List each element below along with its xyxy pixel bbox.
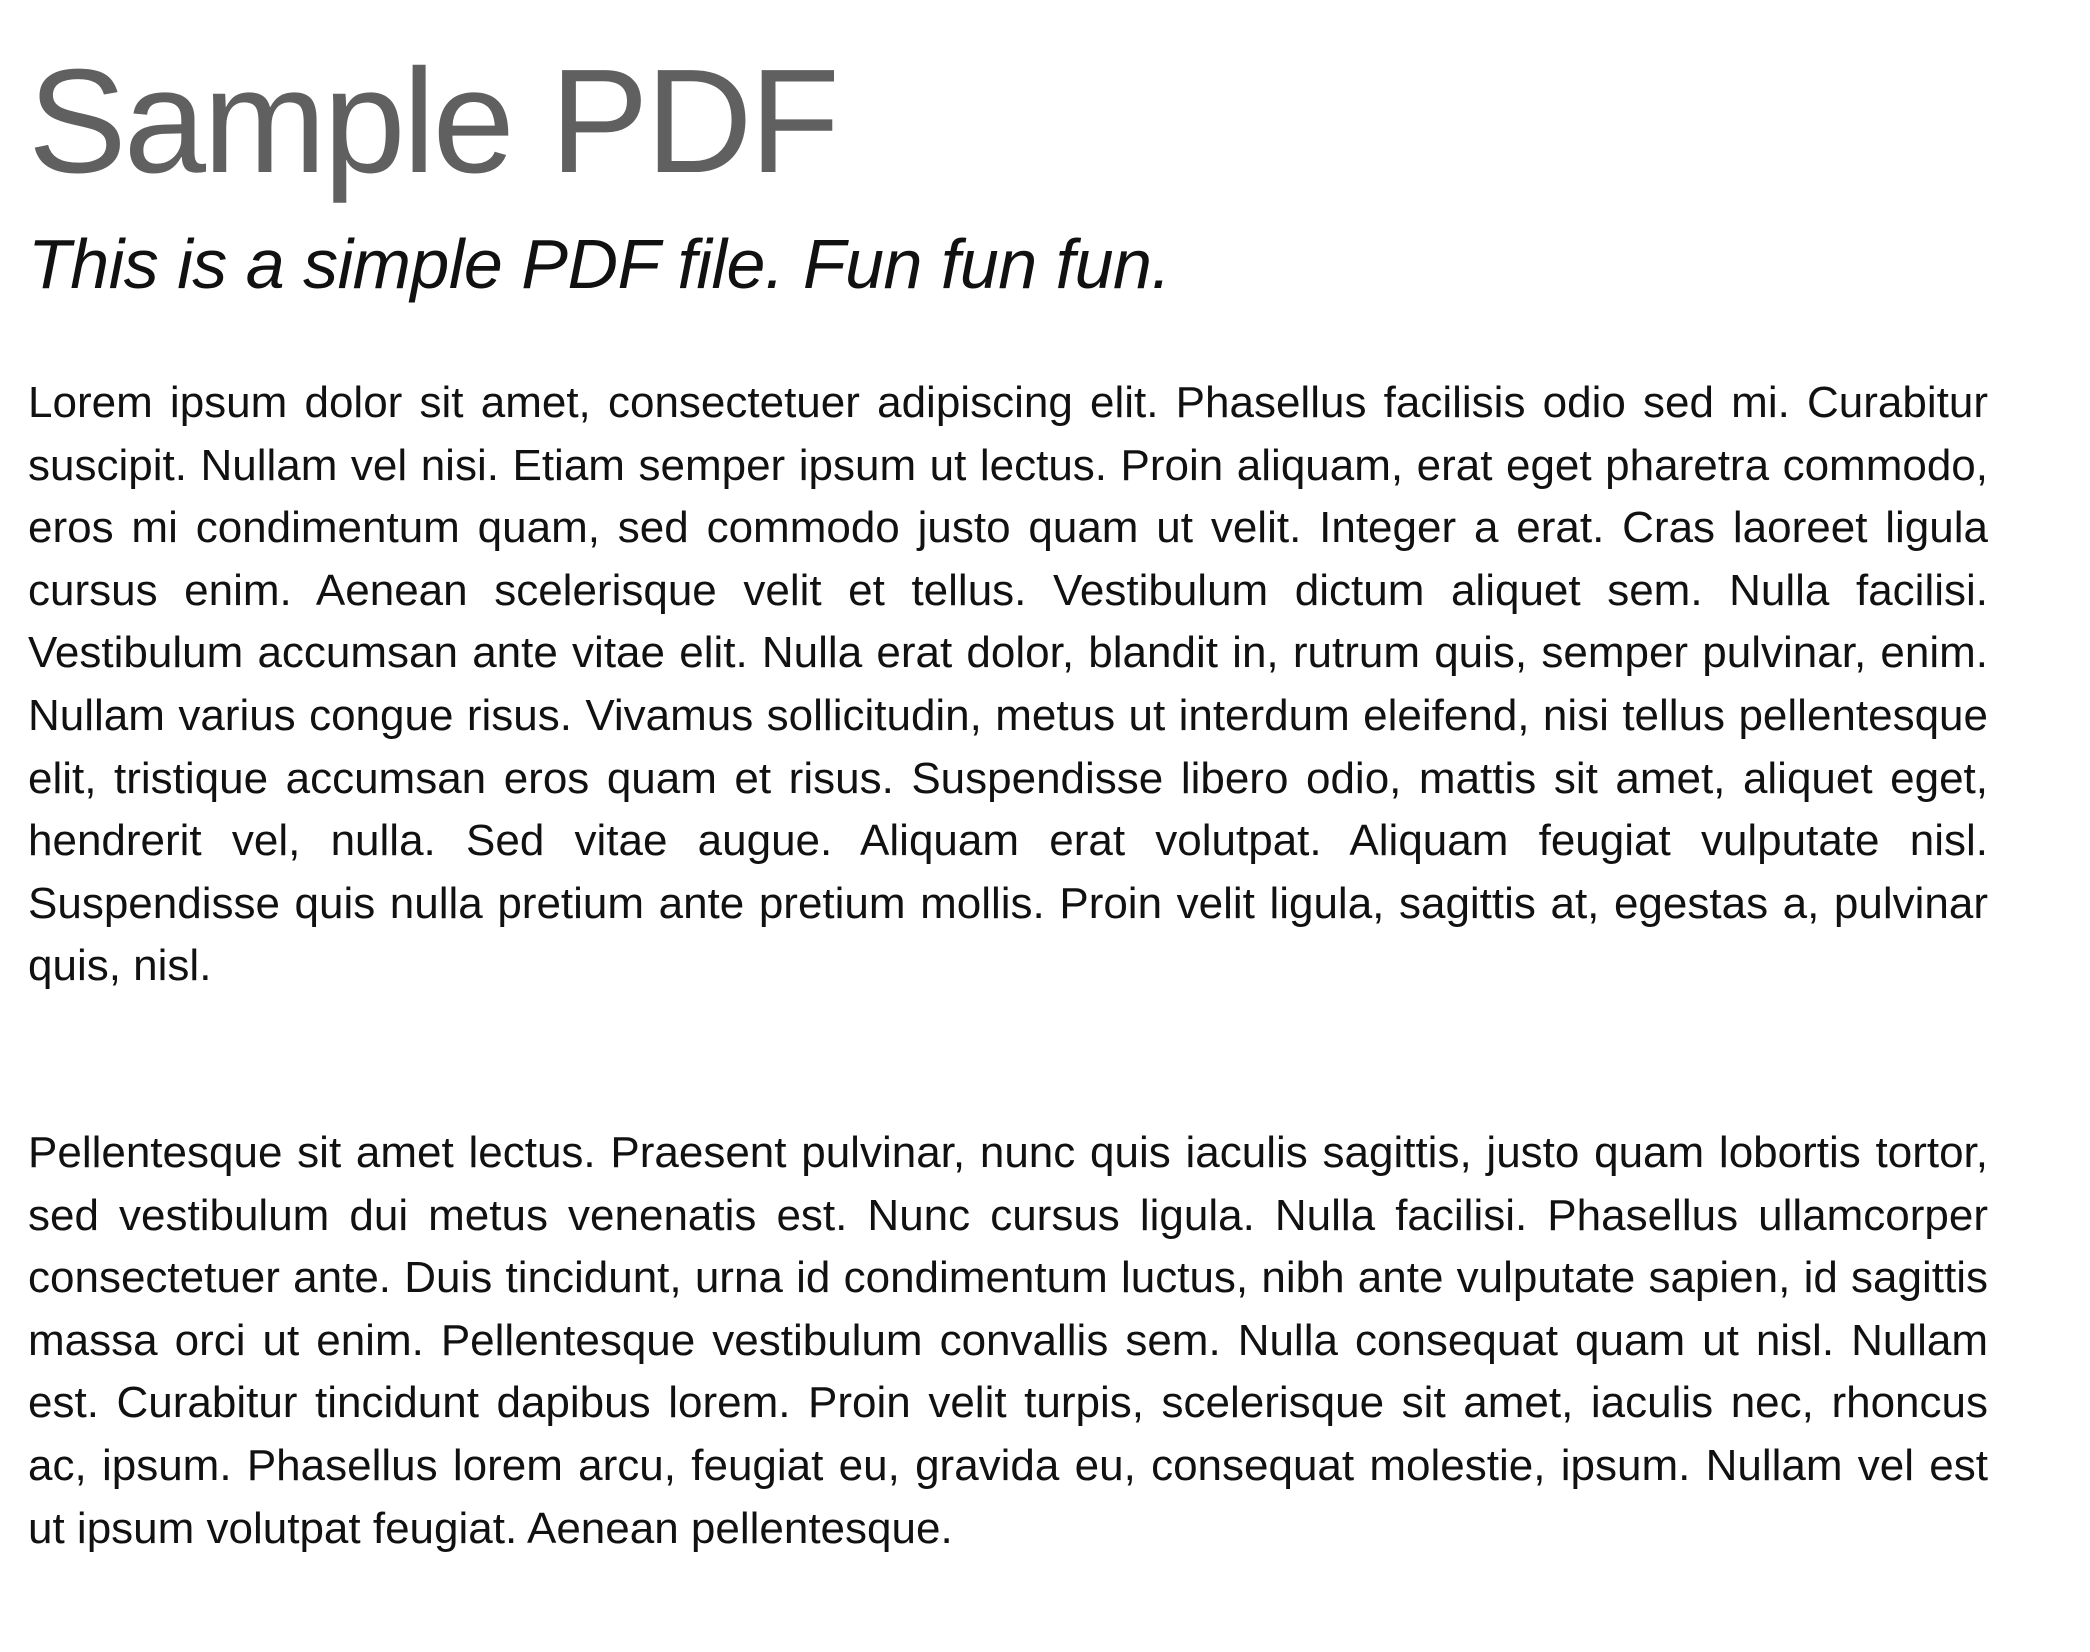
body-paragraph-2: Pellentesque sit amet lectus. Praesent pulvinar, nunc quis iaculis sagittis, justo quam lobortis tortor, sed vestibulum dui metus venenatis est. Nunc cursus ligula. Nulla facilisi. Phasellus ullamcorper consectetuer ante. Duis tincidunt, urna id condimentum luctus, nibh ante vulputate sapien, id sagittis massa orci ut enim. Pellentesque vestibulum convallis sem. Nulla consequat quam ut nisl. Nullam est. Curabitur tincidunt dapibus lorem. Proin velit turpis, scelerisque sit amet, iaculis nec, rhoncus ac, ipsum. Phasellus lorem arcu, feugiat eu, gravida eu, consequat molestie, ipsum. Nullam vel est ut ipsum volutpat feugiat. Aenean pellentesque. bbox=[28, 1128, 1988, 1553]
document-subtitle: This is a simple PDF file. Fun fun fun. bbox=[28, 225, 1171, 303]
document-title: Sample PDF bbox=[28, 39, 837, 204]
body-paragraph-1: Lorem ipsum dolor sit amet, consectetuer adipiscing elit. Phasellus facilisis odio sed mi. Curabitur suscipit. Nullam vel nisi. Etiam semper ipsum ut lectus. Proin aliquam, erat eget pharetra commodo, eros mi condimentum quam, sed commodo justo quam ut velit. Integer a erat. Cras laoreet ligula cursus enim. Aenean scelerisque velit et tellus. Vestibulum dictum aliquet sem. Nulla facilisi. Vestibulum accumsan ante vitae elit. Nulla erat dolor, blandit in, rutrum quis, semper pulvinar, enim. Nullam varius congue risus. Vivamus sollicitudin, metus ut interdum eleifend, nisi tellus pellentesque elit, tristique accumsan eros quam et risus. Suspendisse libero odio, mattis sit amet, aliquet eget, hendrerit vel, nulla. Sed vitae augue. Aliquam erat volutpat. Aliquam feugiat vulputate nisl. Suspendisse quis nulla pretium ante pretium mollis. Proin velit ligula, sagittis at, egestas a, pulvinar quis, nisl. bbox=[28, 378, 1988, 991]
